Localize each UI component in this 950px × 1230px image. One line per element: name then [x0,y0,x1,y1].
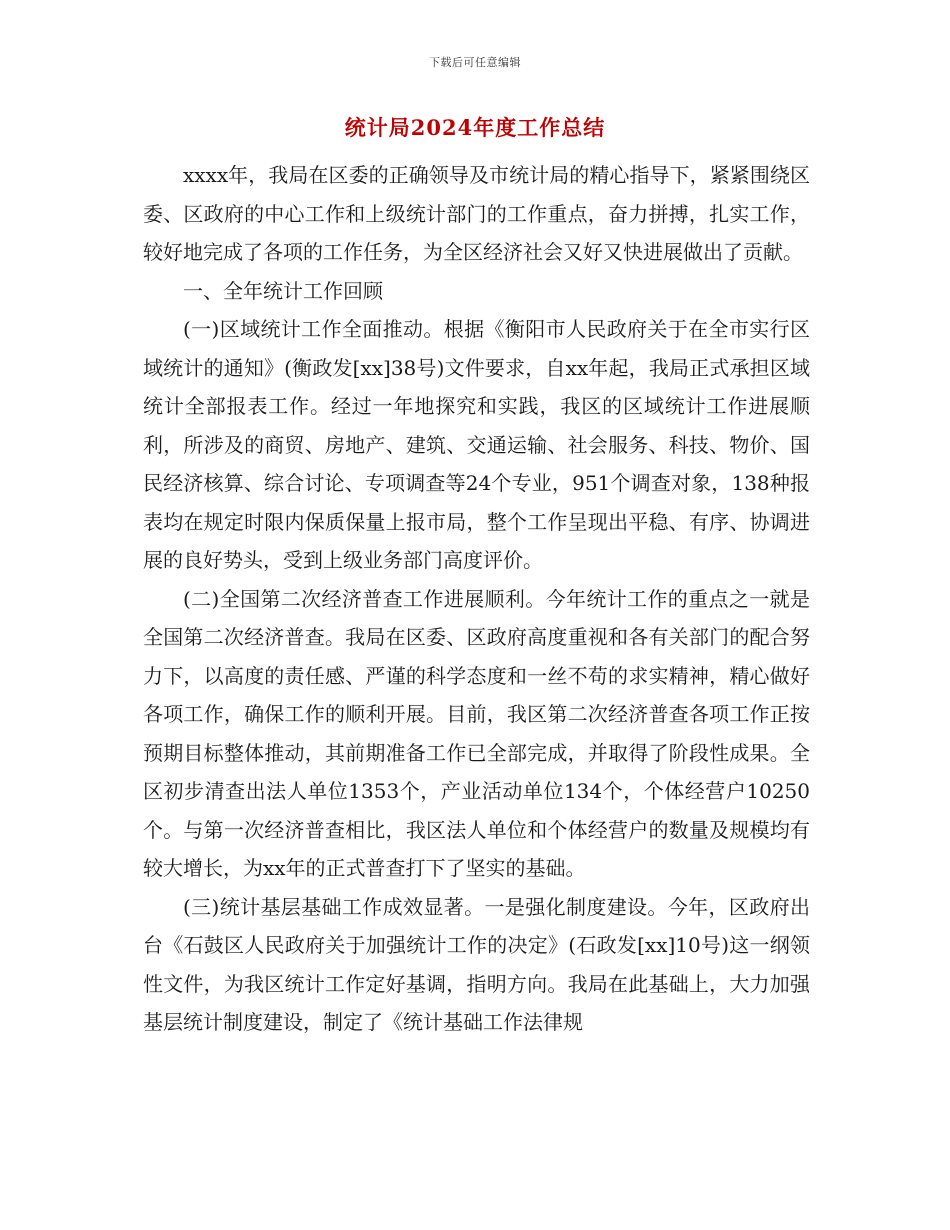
paragraph-regional-statistics: (一)区域统计工作全面推动。根据《衡阳市人民政府关于在全市实行区域统计的通知》(衡政发[xx]38号)文件要求，自xx年起，我局正式承担区域统计全部报表工作。经过一年地探究和实践，我区的区域统计工作进展顺利，所涉及的商贸、房地产、建筑、交通运输、社会服务、科技、物价、国民经济核算、综合讨论、专项调查等24个专业，951个调查对象，138种报表均在规定时限内保质保量上报市局，整个工作呈现出平稳、有序、协调进展的良好势头，受到上级业务部门高度评价。 [143,317,810,572]
paragraph-economic-census: (二)全国第二次经济普查工作进展顺利。今年统计工作的重点之一就是全国第二次经济普查。我局在区委、区政府高度重视和各有关部门的配合努力下，以高度的责任感、严谨的科学态度和一丝不苟的求实精神，精心做好各项工作，确保工作的顺利开展。目前，我区第二次经济普查各项工作正按预期目标整体推动，其前期准备工作已全部完成，并取得了阶段性成果。全区初步清查出法人单位1353个，产业活动单位134个，个体经营户10250个。与第一次经济普查相比，我区法人单位和个体经营户的数量及规模均有较大增长，为xx年的正式普查打下了坚实的基础。 [143,586,810,880]
document-title: 统计局2024年度工作总结 [344,115,606,140]
header-note: 下载后可任意编辑 [429,56,521,69]
paragraph-grassroots-work: (三)统计基层基础工作成效显著。一是强化制度建设。今年，区政府出台《石鼓区人民政府关于加强统计工作的决定》(石政发[xx]10号)这一纲领性文件，为我区统计工作定好基调，指明方向。我局在此基础上，大力加强基层统计制度建设，制定了《统计基础工作法律规 [143,894,810,1034]
document-body [143,156,810,1042]
paragraph-intro: xxxx年，我局在区委的正确领导及市统计局的精心指导下，紧紧围绕区委、区政府的中心工作和上级统计部门的工作重点，奋力拼搏，扎实工作，较好地完成了各项的工作任务，为全区经济社会又好又快进展做出了贡献。 [143,163,810,264]
section-heading-review: 一、全年统计工作回顾 [183,278,383,303]
